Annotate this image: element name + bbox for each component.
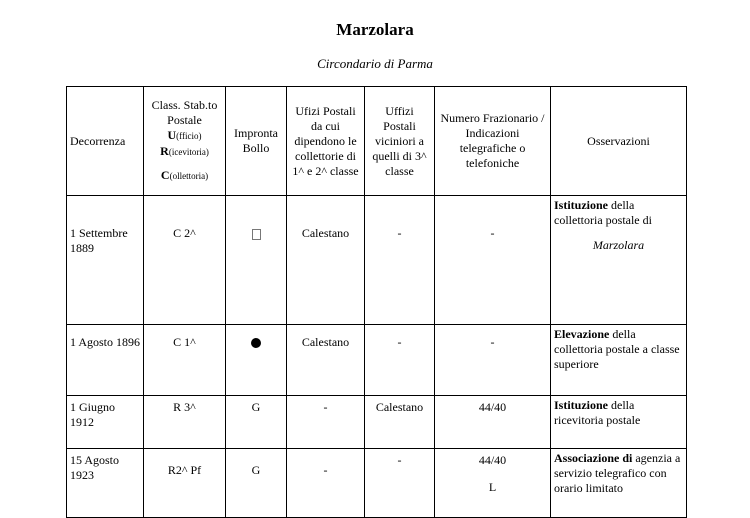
cell-classe: C 2^ xyxy=(144,196,226,325)
page-title: Marzolara xyxy=(336,20,414,39)
cell-decorrenza: 1 Giugno 1912 xyxy=(67,396,144,449)
header-classificazione xyxy=(144,87,226,196)
header-uffizi: Uffizi Postali viciniori a quelli di 3^ classe xyxy=(365,87,435,196)
cell-ufizi: Calestano xyxy=(287,196,365,325)
cell-decorrenza: 1 Agosto 1896 xyxy=(67,325,144,396)
cell-decorrenza: 15 Agosto 1923 xyxy=(67,449,144,518)
header-decorrenza: Decorrenza xyxy=(67,87,144,196)
header-ufizi: Ufizi Postali da cui dipendono le collettorie di 1^ e 2^ classe xyxy=(287,87,365,196)
numero-note: L xyxy=(488,480,497,494)
table-row xyxy=(67,325,687,396)
circle-stamp-icon xyxy=(251,338,261,348)
cell-classe: R2^ Pf xyxy=(144,449,226,518)
cell-uffizi: Calestano xyxy=(365,396,435,449)
cell-impronta xyxy=(226,196,287,325)
table-header-row xyxy=(67,87,687,196)
table-row xyxy=(67,449,687,518)
cell-ufizi: - xyxy=(287,449,365,518)
cell-uffizi: - xyxy=(365,325,435,396)
cell-osservazioni: Istituzione della ricevitoria postale xyxy=(551,396,687,449)
table-row xyxy=(67,196,687,325)
cell-ufizi: Calestano xyxy=(287,325,365,396)
numero-value: 44/40 xyxy=(478,453,507,467)
table-row xyxy=(67,396,687,449)
missing-glyph-icon xyxy=(252,229,261,240)
cell-osservazioni: Elevazione della collettoria postale a classe superiore xyxy=(551,325,687,396)
header-class-r: R(icevitoria) xyxy=(160,144,209,158)
header-class-line1: Class. Stab.to xyxy=(151,98,218,112)
cell-impronta: G xyxy=(226,449,287,518)
cell-decorrenza: 1 Settembre 1889 xyxy=(67,196,144,325)
cell-uffizi: - xyxy=(365,196,435,325)
header-osservazioni: Osservazioni xyxy=(551,87,687,196)
cell-numero: - xyxy=(435,325,551,396)
cell-numero xyxy=(435,449,551,518)
cell-uffizi: - xyxy=(365,449,435,518)
postal-history-table xyxy=(66,86,687,518)
page-subtitle: Circondario di Parma xyxy=(317,56,433,71)
cell-impronta xyxy=(226,325,287,396)
header-class-c: C(ollettoria) xyxy=(160,168,209,182)
header-numero: Numero Frazionario / Indicazioni telegrafiche o telefoniche xyxy=(435,87,551,196)
cell-classe: C 1^ xyxy=(144,325,226,396)
header-class-u: U(fficio) xyxy=(167,128,202,142)
cell-osservazioni: Associazione di agenzia a servizio telegrafico con orario limitato xyxy=(551,449,687,518)
header-impronta: Impronta Bollo xyxy=(226,87,287,196)
header-class-line2: Postale xyxy=(167,113,202,127)
cell-classe: R 3^ xyxy=(144,396,226,449)
cell-impronta: G xyxy=(226,396,287,449)
cell-ufizi: - xyxy=(287,396,365,449)
cell-numero: 44/40 xyxy=(435,396,551,449)
cell-numero: - xyxy=(435,196,551,325)
cell-osservazioni: Istituzione della collettoria postale di Marzolara xyxy=(551,196,687,325)
